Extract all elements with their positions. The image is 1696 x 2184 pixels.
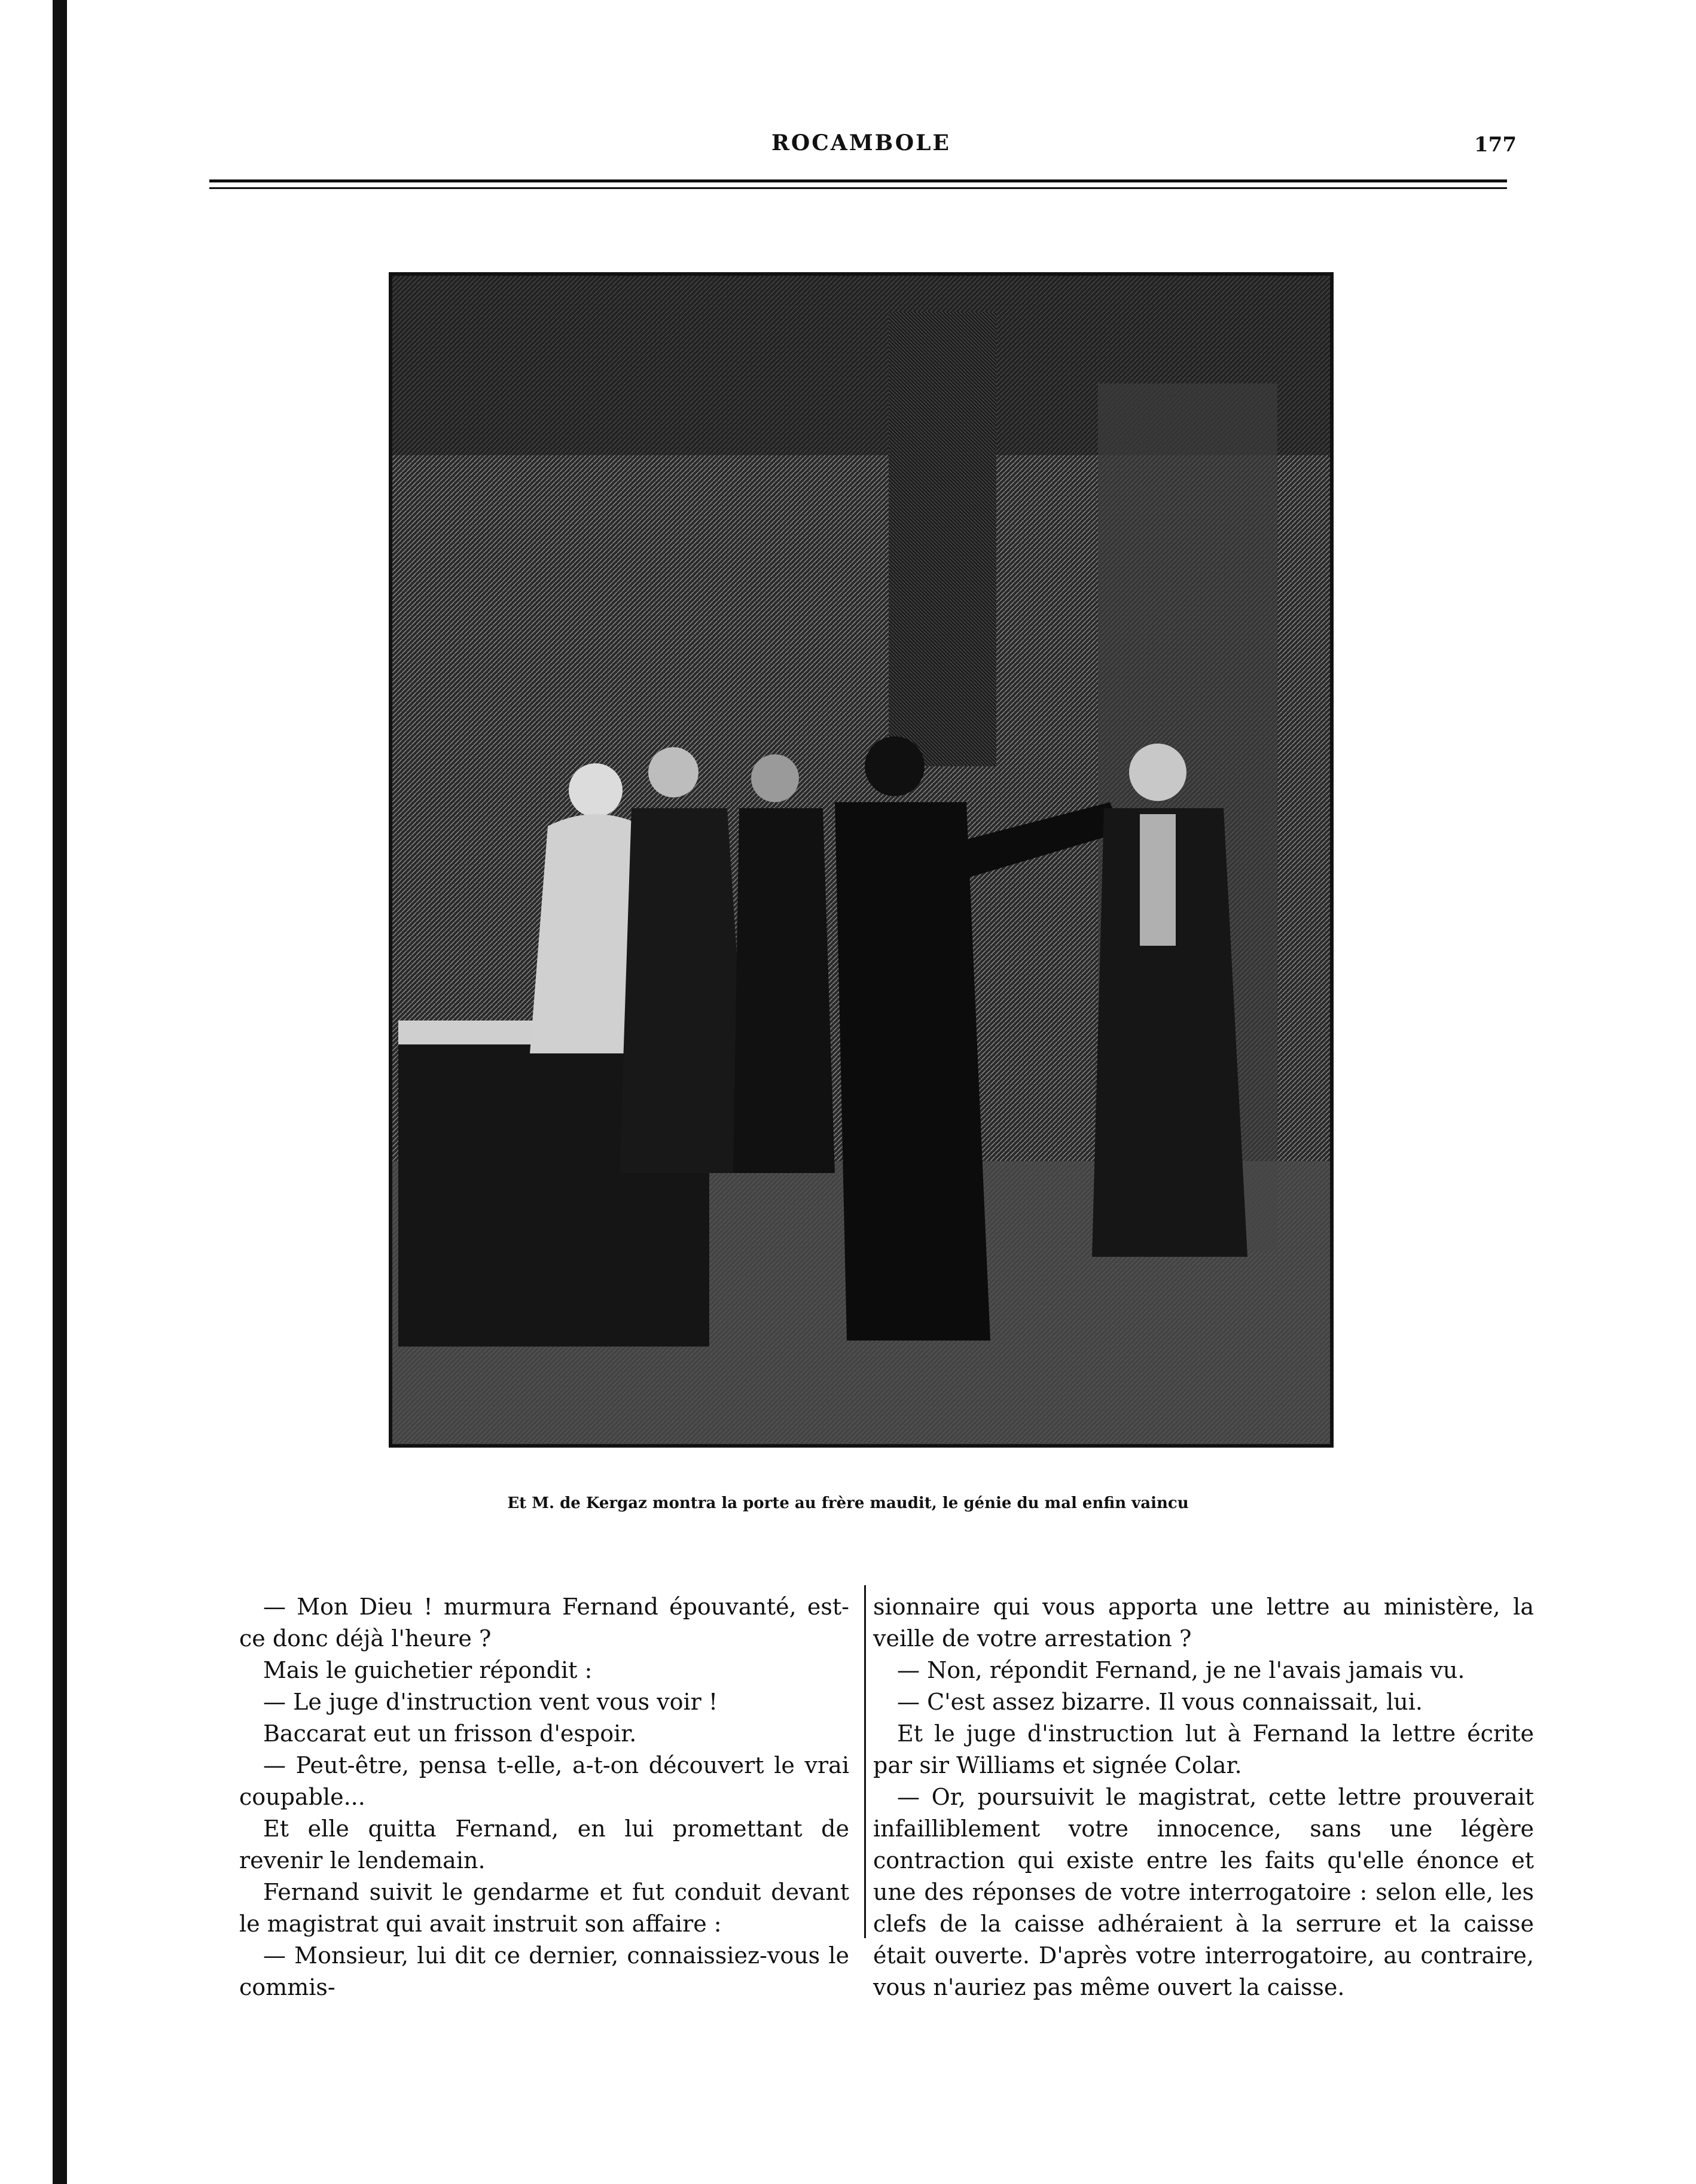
- paragraph: — Peut-être, pensa t-elle, a-t-on découvert le vrai coupable...: [239, 1752, 849, 1810]
- paragraph: Et le juge d'instruction lut à Fernand la lettre écrite par sir Williams et signée Colar.: [873, 1720, 1534, 1778]
- paragraph: — C'est assez bizarre. Il vous connaissait, lui.: [897, 1689, 1423, 1715]
- paragraph: — Le juge d'instruction vent vous voir !: [263, 1689, 718, 1715]
- paragraph: Et elle quitta Fernand, en lui promettant de revenir le lendemain.: [239, 1816, 849, 1874]
- running-title: ROCAMBOLE: [771, 130, 951, 156]
- scan-binding-edge: [53, 0, 67, 2184]
- engraving-illustration: [389, 272, 1334, 1448]
- paragraph: — Monsieur, lui dit ce dernier, connaissiez-vous le commis-: [239, 1942, 849, 2000]
- paragraph: — Mon Dieu ! murmura Fernand épouvanté, est-ce donc déjà l'heure ?: [239, 1594, 849, 1652]
- paragraph: — Non, répondit Fernand, je ne l'avais jamais vu.: [897, 1657, 1465, 1683]
- header-rule: [209, 179, 1507, 182]
- figure-man-center-left: [733, 754, 835, 1173]
- paragraph: sionnaire qui vous apporta une lettre au ministère, la veille de votre arrestation ?: [873, 1594, 1534, 1652]
- illustration-caption: Et M. de Kergaz montra la porte au frère maudit, le génie du mal enfin vaincu: [507, 1494, 1189, 1512]
- paragraph: — Or, poursuivit le magistrat, cette lettre prouverait infailliblement votre innocence, sans une légère contraction qui existe entre les faits qu'elle énonce et une des réponses de votre interrogatoire : selon elle, les clefs de la caisse adhéraient à la serrure et la caisse était ouverte. D'après votre interrogatoire, au contraire, vous n'auriez pas même ouvert la caisse.: [873, 1784, 1534, 2000]
- engraving-scene: [392, 276, 1330, 1444]
- text-column-left: [239, 1591, 849, 2003]
- text-column-right: [873, 1591, 1534, 2003]
- paragraph: Mais le guichetier répondit :: [263, 1657, 593, 1683]
- paragraph: Fernand suivit le gendarme et fut conduit devant le magistrat qui avait instruit son affaire :: [239, 1879, 849, 1937]
- page-number: 177: [1474, 133, 1517, 157]
- figure-man-right: [1092, 744, 1247, 1257]
- header-rule-thin: [209, 187, 1507, 189]
- column-divider: [864, 1585, 866, 1938]
- page-header: [0, 120, 1696, 167]
- wall-ornament: [889, 312, 996, 766]
- paragraph: Baccarat eut un frisson d'espoir.: [263, 1720, 637, 1747]
